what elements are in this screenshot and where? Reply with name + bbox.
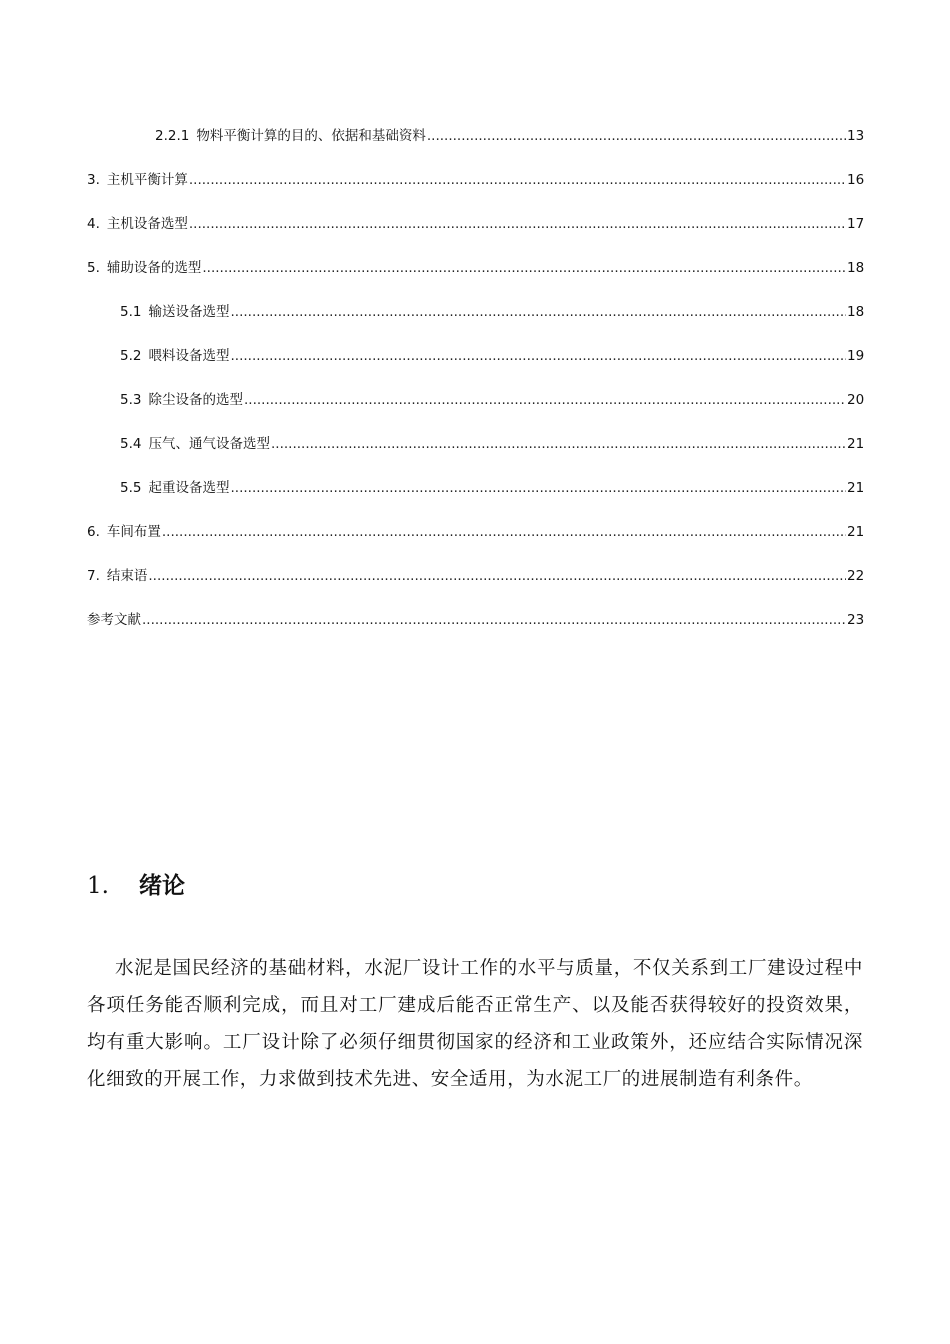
toc-dot-leader [142,610,846,630]
toc-entry-title: 喂料设备选型 [148,348,230,364]
toc-entry-number: 2.2.1 [155,128,190,144]
toc-entry-7[interactable] [87,566,863,586]
toc-entry-page: 20 [847,392,865,408]
toc-entry-3[interactable] [87,170,863,190]
toc-entry-page: 18 [847,304,865,320]
toc-dot-leader [244,390,846,410]
toc-entry-number: 5. [87,260,100,276]
toc-entry-5-3[interactable] [120,390,863,410]
toc-entry-5-4[interactable] [120,434,863,454]
toc-entry-page: 18 [847,260,865,276]
toc-entry-5-1[interactable] [120,302,863,322]
toc-dot-leader [148,566,846,586]
toc-entry-title: 起重设备选型 [148,480,230,496]
toc-entry-page: 17 [847,216,865,232]
toc-entry-number: 7. [87,568,100,584]
toc-dot-leader [230,478,846,498]
toc-entry-5-5[interactable] [120,478,863,498]
toc-entry-number: 5.5 [120,480,142,496]
toc-entry-4[interactable] [87,214,863,234]
toc-entry-title: 结束语 [106,568,148,584]
toc-entry-title: 输送设备选型 [148,304,230,320]
toc-entry-number: 5.4 [120,436,142,452]
section-heading [87,868,185,904]
toc-entry-title: 车间布置 [106,524,161,540]
toc-entry-number: 5.1 [120,304,142,320]
toc-dot-leader [189,170,846,190]
toc-entry-page: 16 [847,172,865,188]
toc-entry-page: 23 [847,612,865,628]
toc-dot-leader [162,522,846,542]
section-number: 1. [87,873,109,899]
toc-entry-number: 3. [87,172,100,188]
toc-entry-5-2[interactable] [120,346,863,366]
toc-entry-title: 主机设备选型 [106,216,188,232]
toc-entry-page: 21 [847,480,865,496]
toc-dot-leader [230,346,846,366]
toc-entry-references[interactable] [87,610,863,630]
toc-entry-6[interactable] [87,522,863,542]
toc-entry-title: 主机平衡计算 [106,172,188,188]
toc-entry-number: 5.2 [120,348,142,364]
toc-entry-page: 21 [847,436,865,452]
section-title: 绪论 [139,872,185,899]
toc-entry-page: 21 [847,524,865,540]
toc-dot-leader [271,434,846,454]
toc-dot-leader [427,126,846,146]
toc-entry-title: 辅助设备的选型 [106,260,202,276]
toc-entry-page: 19 [847,348,865,364]
toc-entry-2-2-1[interactable] [155,126,863,146]
toc-entry-page: 13 [847,128,865,144]
toc-dot-leader [189,214,846,234]
toc-dot-leader [230,302,846,322]
toc-entry-number: 5.3 [120,392,142,408]
toc-entry-page: 22 [847,568,865,584]
toc-entry-title: 参考文献 [87,612,141,628]
toc-entry-number: 6. [87,524,100,540]
toc-entry-title: 物料平衡计算的目的、依据和基础资料 [196,128,426,144]
toc-entry-title: 除尘设备的选型 [148,392,243,408]
toc-entry-number: 4. [87,216,100,232]
introduction-paragraph: 水泥是国民经济的基础材料，水泥厂设计工作的水平与质量，不仅关系到工厂建设过程中各项任务能否顺利完成，而且对工厂建成后能否正常生产、以及能否获得较好的投资效果，均有重大影响。工厂设计除了必须仔细贯彻国家的经济和工业政策外，还应结合实际情况深化细致的开展工作，力求做到技术先进、安全适用，为水泥工厂的进展制造有利条件。 [87,958,863,1090]
toc-entry-5[interactable] [87,258,863,278]
toc-entry-title: 压气、通气设备选型 [148,436,270,452]
toc-dot-leader [202,258,846,278]
